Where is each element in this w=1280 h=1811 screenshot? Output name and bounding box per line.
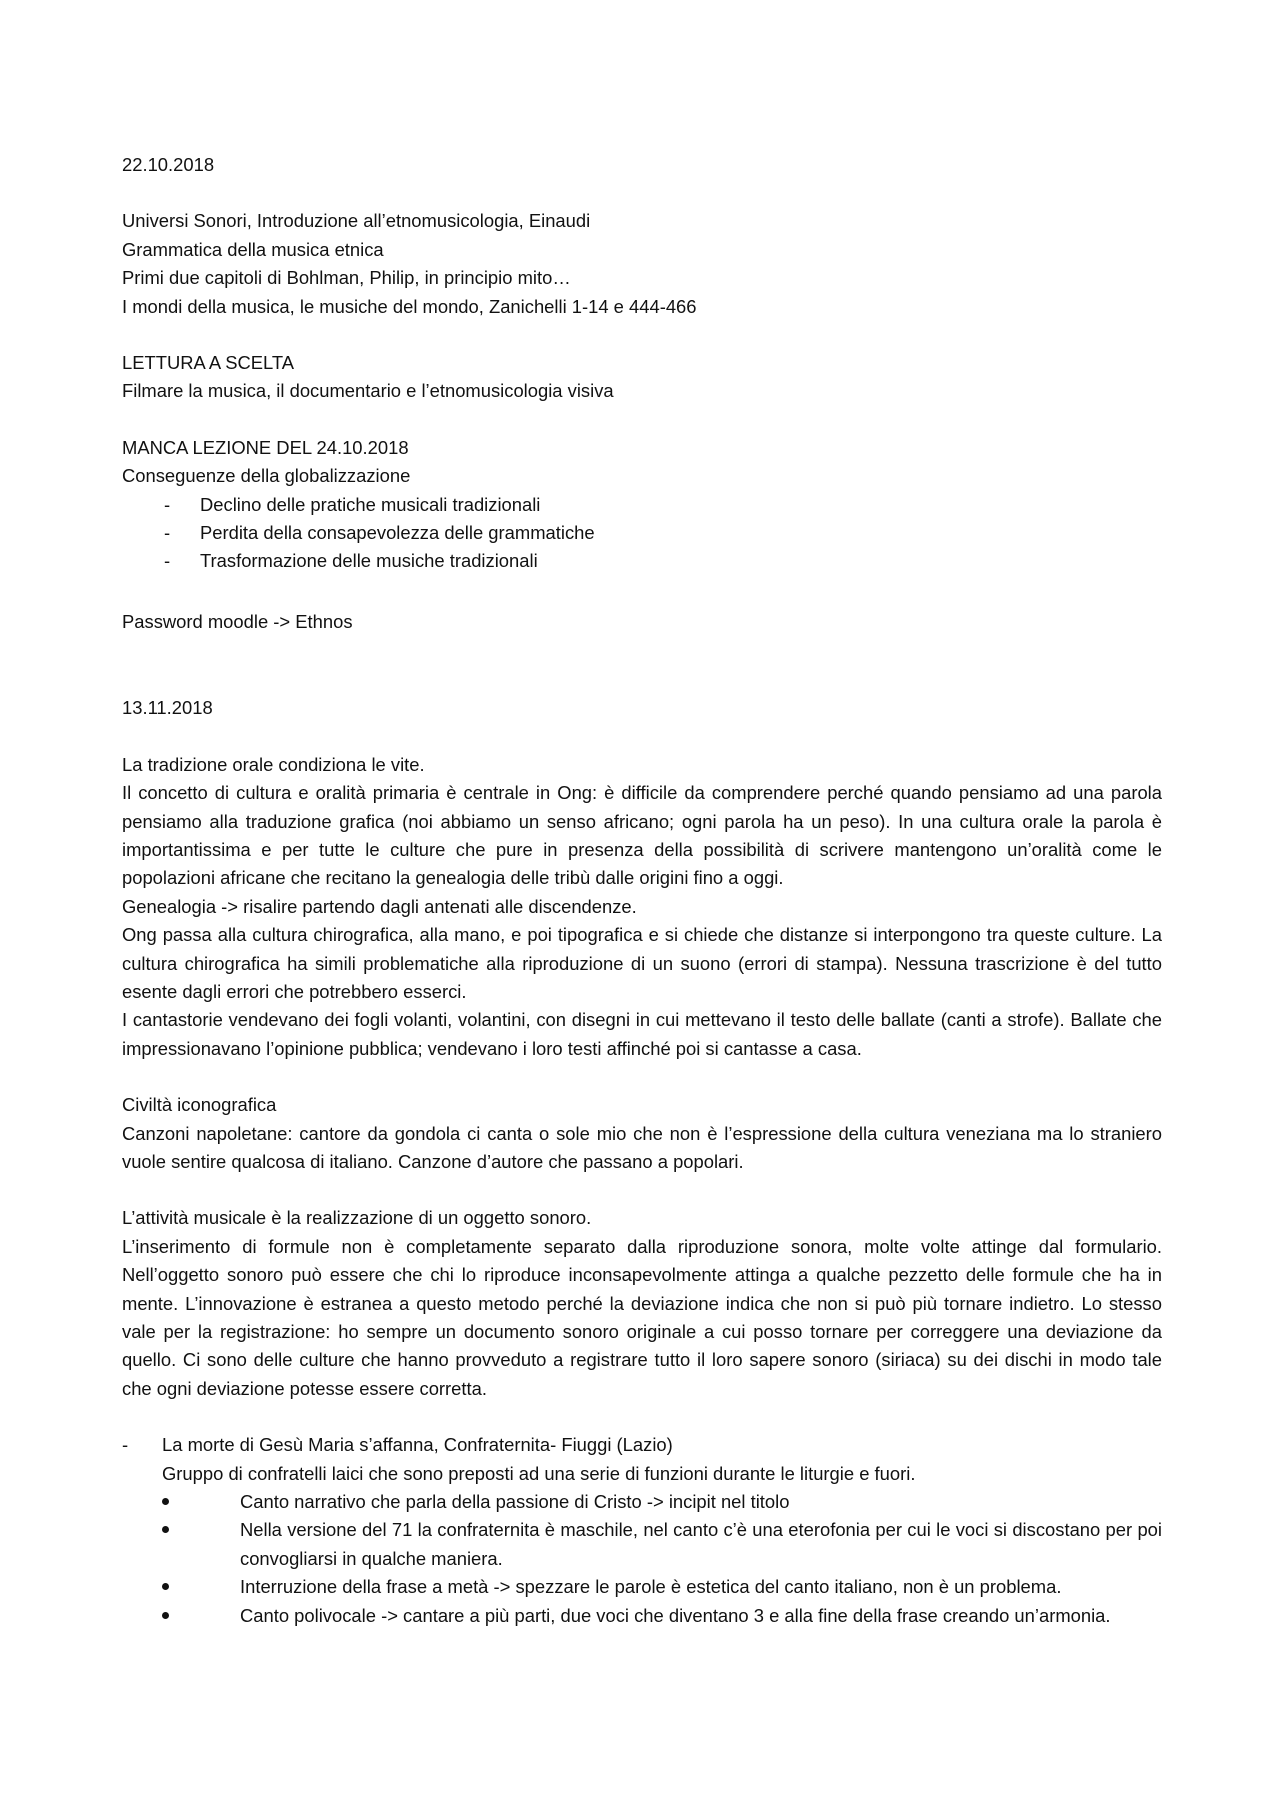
lesson-date: 22.10.2018	[122, 154, 215, 175]
list-item: Nella versione del 71 la confraternita è maschile, nel canto c’è una eterofonia per cui le voci si discostano per poi convogliarsi in qualche maniera.	[162, 1516, 1162, 1573]
paragraph: Ong passa alla cultura chirografica, alla mano, e poi tipografica e si chiede che distanze si interpongono tra queste culture. La cultura chirografica ha simili problematiche alla riproduzione di un suono (errori di stampa). Nessuna trascrizione è del tutto esente dagli errori che potrebbero esserci.	[122, 924, 1162, 1002]
spacer	[122, 321, 1162, 349]
list-item: Canto narrativo che parla della passione di Cristo -> incipit nel titolo	[162, 1488, 1162, 1516]
paragraph-line: La tradizione orale condiziona le vite.	[122, 753, 425, 775]
spacer	[122, 636, 1162, 694]
list-item: - Declino delle pratiche musicali tradizionali	[122, 491, 1162, 519]
spacer	[122, 1403, 1162, 1431]
reference-line: Primi due capitoli di Bohlman, Philip, in principio mito…	[122, 267, 571, 289]
spacer	[122, 179, 1162, 207]
song-description: Gruppo di confratelli laici che sono preposti ad una serie di funzioni durante le liturgie e fuori.	[162, 1462, 916, 1484]
lesson-date: 13.11.2018	[122, 697, 213, 719]
list-item: Canto polivocale -> cantare a più parti, due voci che diventano 3 e alla fine della frase creando un’armonia.	[162, 1602, 1162, 1630]
spacer	[122, 1063, 1162, 1091]
paragraph: L’inserimento di formule non è completamente separato dalla riproduzione sonora, molte volte attinge dal formulario. Nell’oggetto sonoro può essere che chi lo riproduce inconsapevolmente attinga a qualche pezzetto delle formule che ha in mente. L’innovazione è estranea a questo metodo perché la deviazione indica che non si può più tornare indietro. Lo stesso vale per la registrazione: ho sempre un documento sonoro originale a cui posso tornare per correggere una deviazione da quello. Ci sono delle culture che hanno provveduto a registrare tutto il loro sapere sonoro (siriaca) su dei dischi in modo tale che ogni deviazione potesse essere corretta.	[122, 1235, 1162, 1399]
spacer	[122, 406, 1162, 434]
section-heading: Civiltà iconografica	[122, 1094, 277, 1116]
paragraph-line: Genealogia -> risalire partendo dagli antenati alle discendenze.	[122, 895, 637, 917]
paragraph: Il concetto di cultura e oralità primaria è centrale in Ong: è difficile da comprendere perché quando pensiamo ad una parola pensiamo alla traduzione grafica (noi abbiamo un senso africano; ogni parola ha un peso). In una cultura orale la parola è importantissima e per tutte le culture che pure in presenza della possibilità di scrivere mantengono un’oralità come le popolazioni africane che recitano la genealogia delle tribù dalle origini fino a oggi.	[122, 782, 1162, 889]
optional-reading-heading: LETTURA A SCELTA	[122, 352, 295, 374]
list-item: Interruzione della frase a metà -> spezzare le parole è estetica del canto italiano, non è un problema.	[162, 1573, 1162, 1601]
spacer	[122, 1176, 1162, 1204]
paragraph-line: L’attività musicale è la realizzazione di un oggetto sonoro.	[122, 1207, 592, 1229]
reference-line: Grammatica della musica etnica	[122, 238, 384, 260]
password-note: Password moodle -> Ethnos	[122, 610, 353, 632]
optional-reading-title: Filmare la musica, il documentario e l’etnomusicologia visiva	[122, 380, 614, 402]
song-item	[122, 1431, 1162, 1630]
song-notes-list	[162, 1488, 1162, 1630]
spacer	[122, 576, 1162, 608]
reference-line: Universi Sonori, Introduzione all’etnomusicologia, Einaudi	[122, 210, 591, 232]
consequences-heading: Conseguenze della globalizzazione	[122, 465, 411, 487]
dash-marker: -	[122, 1434, 129, 1456]
spacer	[122, 723, 1162, 751]
reference-line: I mondi della musica, le musiche del mondo, Zanichelli 1-14 e 444-466	[122, 295, 697, 317]
paragraph: Canzoni napoletane: cantore da gondola ci canta o sole mio che non è l’espressione della cultura veneziana ma lo straniero vuole sentire qualcosa di italiano. Canzone d’autore che passano a popolari.	[122, 1122, 1162, 1172]
paragraph: I cantastorie vendevano dei fogli volanti, volantini, con disegni in cui mettevano il testo delle ballate (canti a strofe). Ballate che impressionavano l’opinione pubblica; vendevano i loro testi affinché poi si cantasse a casa.	[122, 1009, 1162, 1059]
list-item: - Trasformazione delle musiche tradizionali	[122, 547, 1162, 575]
missing-lesson-note: MANCA LEZIONE DEL 24.10.2018	[122, 436, 409, 458]
list-item: - Perdita della consapevolezza delle grammatiche	[122, 519, 1162, 547]
consequences-list	[122, 491, 1162, 576]
song-title: La morte di Gesù Maria s’affanna, Confraternita- Fiuggi (Lazio)	[162, 1434, 673, 1456]
